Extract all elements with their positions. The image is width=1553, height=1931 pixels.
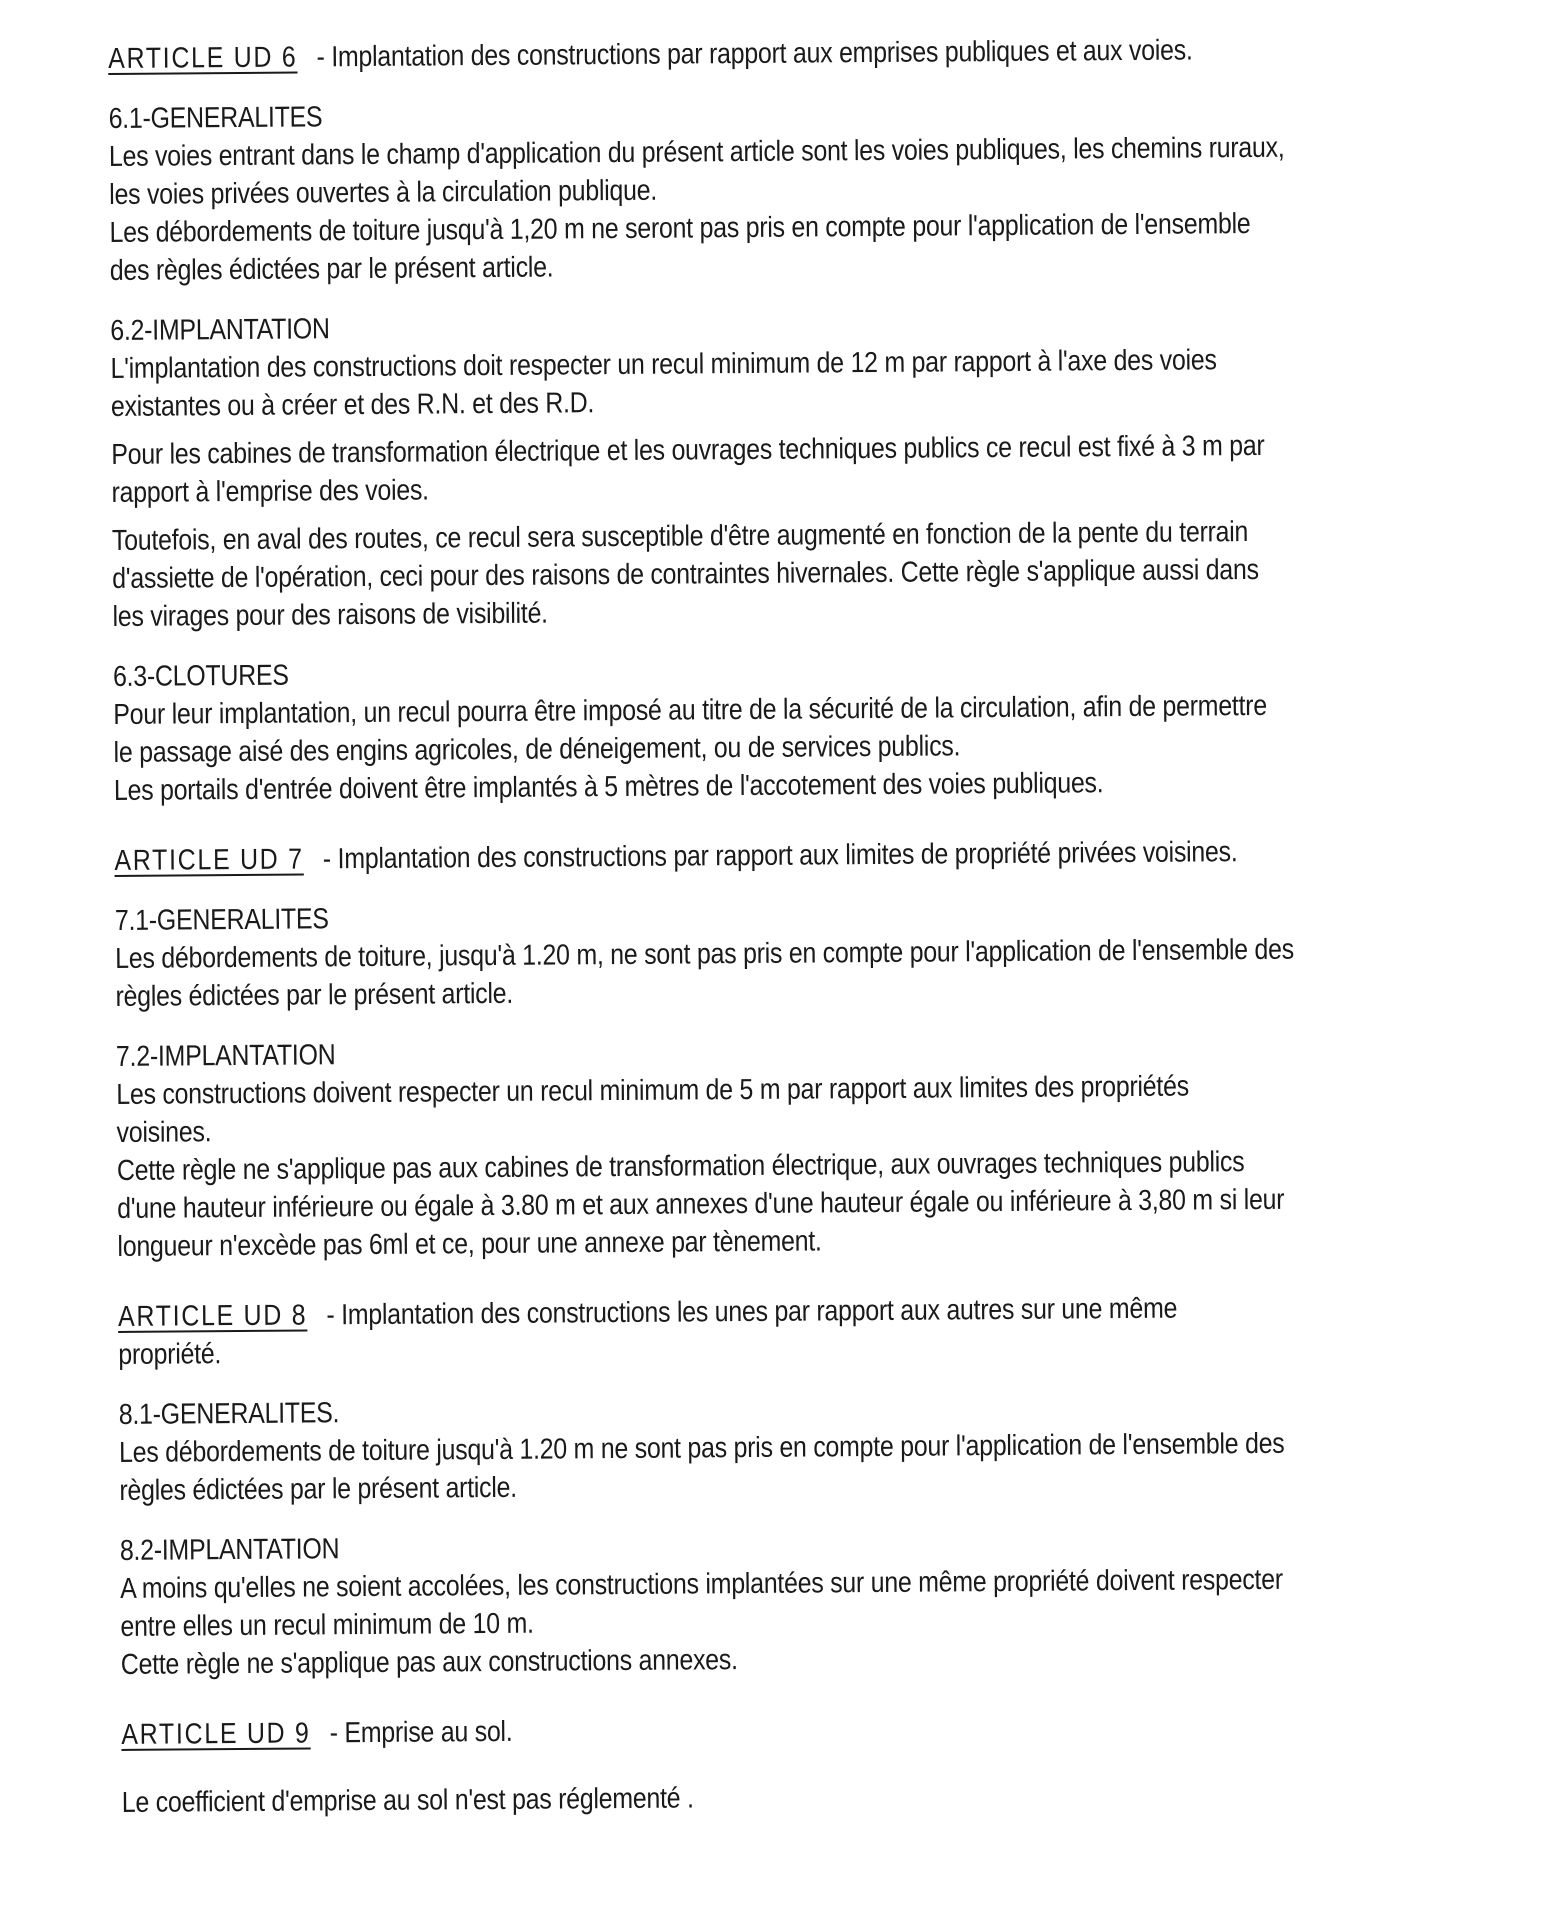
article-heading — [121, 1706, 1437, 1754]
article-label: ARTICLE UD 6 — [108, 41, 298, 75]
text-line: règles édictées par le présent article. — [119, 1471, 518, 1507]
text-line: rapport à l'emprise des voies. — [111, 474, 429, 509]
article-title: - Emprise au sol. — [329, 1715, 513, 1750]
article-ud-7 — [114, 832, 1433, 1266]
text-line: les virages pour des raisons de visibilité. — [112, 597, 548, 633]
text-line: Le coefficient d'emprise au sol n'est pas réglementé . — [121, 1782, 694, 1819]
text-line: Les constructions doivent respecter un recul minimum de 5 m par rapport aux limites des propriétés — [116, 1070, 1189, 1111]
section-6-1 — [108, 90, 1425, 290]
article-heading — [118, 1288, 1434, 1374]
section-title: 7.2-IMPLANTATION — [115, 1039, 336, 1073]
paragraph — [111, 426, 1427, 512]
article-title: - Implantation des constructions les unes par rapport aux autres sur une même — [326, 1292, 1178, 1332]
text-line: L'implantation des constructions doit respecter un recul minimum de 12 m par rapport à l'axe des voies — [110, 344, 1217, 385]
document-body — [108, 30, 1438, 1822]
text-line: entre elles un recul minimum de 10 m. — [120, 1607, 534, 1643]
article-label: ARTICLE UD 9 — [121, 1717, 311, 1751]
text-line: longueur n'excède pas 6ml et ce, pour une annexe par tènement. — [117, 1225, 822, 1263]
article-title: - Implantation des constructions par rapport aux emprises publiques et aux voies. — [316, 34, 1193, 74]
article-ud-8 — [118, 1288, 1437, 1684]
text-line: Cette règle ne s'applique pas aux constructions annexes. — [120, 1644, 738, 1681]
section-8-1 — [119, 1386, 1436, 1510]
text-line: voisines. — [116, 1116, 212, 1149]
text-line: Toutefois, en aval des routes, ce recul sera susceptible d'être augmenté en fonction de la pente du terrain — [111, 516, 1249, 557]
text-line: Les voies entrant dans le champ d'application du présent article sont les voies publiques, les chemins ruraux, — [108, 131, 1285, 173]
text-line: Les débordements de toiture jusqu'à 1,20 m ne seront pas pris en compte pour l'application de l'ensemble — [109, 208, 1251, 249]
section-7-2 — [116, 1028, 1434, 1266]
text-line: les voies privées ouvertes à la circulation publique. — [109, 174, 658, 211]
section-title: 6.3-CLOTURES — [112, 659, 289, 693]
article-heading — [108, 30, 1424, 78]
text-line: d'assiette de l'opération, ceci pour des raisons de contraintes hivernales. Cette règle s'applique aussi dans — [112, 553, 1259, 595]
text-line: Les portails d'entrée doivent être implantés à 5 mètres de l'accotement des voies publiques. — [113, 767, 1104, 807]
document-page — [108, 30, 1442, 1854]
text-line: Pour les cabines de transformation électrique et les ouvrages techniques publics ce recul est fixé à 3 m par — [111, 429, 1265, 471]
article-title-continued: propriété. — [118, 1338, 222, 1371]
section-6-3 — [113, 648, 1430, 810]
text-line: A moins qu'elles ne soient accolées, les constructions implantées sur une même propriété doivent respecter — [120, 1563, 1283, 1605]
section-title: 8.2-IMPLANTATION — [119, 1533, 340, 1567]
text-line: règles édictées par le présent article. — [115, 977, 514, 1013]
section-title: 7.1-GENERALITES — [114, 903, 329, 937]
text-line: Les débordements de toiture jusqu'à 1.20 m ne sont pas pris en compte pour l'application de l'ensemble des — [118, 1427, 1285, 1469]
article-ud-6 — [108, 30, 1430, 810]
section-9 — [122, 1774, 1438, 1822]
section-7-1 — [115, 892, 1432, 1016]
article-label: ARTICLE UD 7 — [114, 843, 304, 877]
section-title: 8.1-GENERALITES. — [118, 1397, 340, 1431]
article-heading — [114, 832, 1430, 880]
text-line: Les débordements de toiture, jusqu'à 1.20 m, ne sont pas pris en compte pour l'application de l'ensemble des — [115, 933, 1295, 975]
paragraph — [112, 512, 1429, 636]
article-ud-9 — [121, 1706, 1438, 1822]
text-line: existantes ou à créer et des R.N. et des R.D. — [110, 387, 595, 423]
section-title: 6.2-IMPLANTATION — [110, 313, 330, 347]
section-8-2 — [120, 1522, 1437, 1684]
text-line: Pour leur implantation, un recul pourra être imposé au titre de la sécurité de la circulation, afin de permettre — [113, 689, 1268, 731]
section-6-2 — [110, 302, 1428, 636]
text-line: des règles édictées par le présent article. — [109, 251, 554, 287]
article-label: ARTICLE UD 8 — [117, 1299, 308, 1333]
text-line: le passage aisé des engins agricoles, de déneigement, ou de services publics. — [113, 730, 961, 769]
text-line: d'une hauteur inférieure ou égale à 3.80 m et aux annexes d'une hauteur égale ou inférieure à 3,80 m si leur — [117, 1183, 1285, 1225]
text-line: Cette règle ne s'applique pas aux cabines de transformation électrique, aux ouvrages techniques publics — [116, 1146, 1245, 1187]
article-title: - Implantation des constructions par rapport aux limites de propriété privées voisines. — [322, 836, 1238, 876]
section-title: 6.1-GENERALITES — [108, 101, 323, 135]
